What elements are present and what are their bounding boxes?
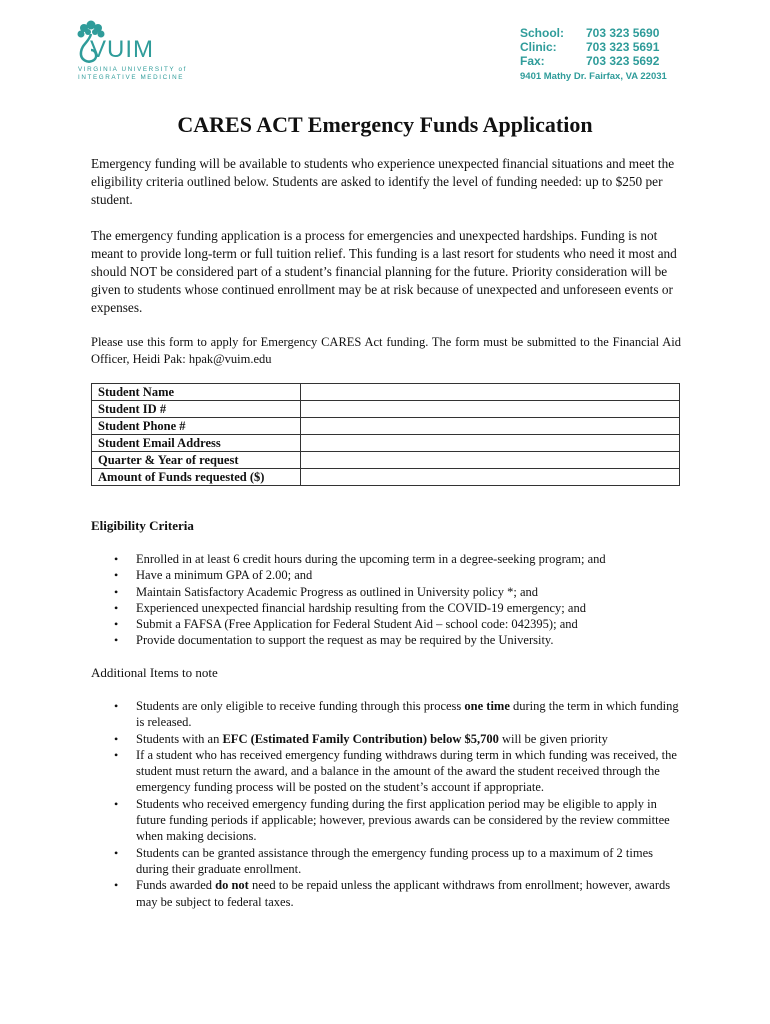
field-input[interactable] — [301, 469, 680, 486]
form-row — [92, 452, 680, 469]
list-item-text: during the term in which funding is released. — [136, 699, 679, 730]
contact-label: School: — [520, 26, 564, 40]
list-item — [91, 600, 681, 616]
list-item — [91, 551, 681, 567]
purpose-paragraph: The emergency funding application is a process for emergencies and unexpected hardships. Funding is not meant to provide long-term or full tuition relief. This funding is a last resort for students who need it most and should NOT be considered part of a student’s financial planning for the future. Priority consideration will be given to students whose continued enrollment may be at risk because of unexpected and unforeseen events or expenses. — [91, 228, 677, 315]
bullet-icon: • — [114, 845, 119, 860]
field-label: Student Email Address — [92, 435, 301, 452]
list-item-text: If a student who has received emergency funding withdraws during term in which funding was received, the student must return the award, and a balance in the amount of the award the student received through the emergency funding process will be posted on the student’s account if appropriate. — [136, 747, 677, 795]
contact-row-school — [520, 26, 667, 40]
logo-wordmark: VUIM — [90, 36, 154, 63]
form-row — [92, 401, 680, 418]
letterhead — [0, 0, 770, 100]
list-item-text: Experienced unexpected financial hardship resulting from the COVID-19 emergency; and — [136, 600, 586, 615]
list-item — [91, 698, 681, 731]
field-label: Quarter & Year of request — [92, 452, 301, 469]
list-item-text: Maintain Satisfactory Academic Progress as outlined in University policy *; and — [136, 584, 539, 599]
field-label: Amount of Funds requested ($) — [92, 469, 301, 486]
contact-value: 703 323 5690 — [586, 26, 660, 40]
field-label: Student ID # — [92, 401, 301, 418]
list-item — [91, 616, 681, 632]
form-row — [92, 418, 680, 435]
contact-value: 703 323 5691 — [586, 40, 660, 54]
list-item-text: Students with an — [136, 731, 223, 746]
list-item-text: Students can be granted assistance through the emergency funding process up to a maximum of 2 times during their graduate enrollment. — [136, 845, 654, 876]
logo-subtitle-1: VIRGINIA UNIVERSITY of — [78, 66, 187, 73]
bullet-icon: • — [114, 878, 119, 893]
list-item-text: Students are only eligible to receive funding through this process — [136, 699, 465, 713]
list-item — [91, 632, 681, 648]
emphasis-text: EFC (Estimated Family Contribution) below $5,700 — [222, 731, 499, 746]
list-item — [91, 584, 681, 600]
list-item — [91, 731, 681, 747]
list-item-text: Students who received emergency funding during the first application period may be eligible to apply in future funding periods if applicable; however, previous awards can be considered by the review committee when making decisions. — [136, 796, 670, 844]
bullet-icon: • — [114, 747, 119, 762]
field-label: Student Name — [92, 384, 301, 401]
field-label: Student Phone # — [92, 418, 301, 435]
bullet-icon: • — [114, 796, 119, 811]
form-row — [92, 435, 680, 452]
logo-subtitle-2: INTEGRATIVE MEDICINE — [78, 74, 185, 81]
emphasis-text: one time — [464, 699, 510, 713]
emphasis-text: do not — [215, 878, 249, 893]
bullet-icon: • — [114, 699, 119, 713]
submission-paragraph: Please use this form to apply for Emergency CARES Act funding. The form must be submitted to the Financial Aid Officer, Heidi Pak: hpak@vuim.edu — [91, 335, 681, 366]
form-row — [92, 384, 680, 401]
bullet-icon: • — [114, 600, 119, 615]
list-item — [91, 877, 681, 910]
address: 9401 Mathy Dr. Fairfax, VA 22031 — [520, 71, 667, 82]
list-item — [91, 845, 681, 878]
field-input[interactable] — [301, 401, 680, 418]
contact-label: Clinic: — [520, 40, 557, 54]
contact-row-fax — [520, 54, 667, 68]
page-title: CARES ACT Emergency Funds Application — [177, 112, 593, 137]
field-input[interactable] — [301, 418, 680, 435]
vuim-logo — [72, 20, 202, 86]
student-info-table — [91, 383, 680, 486]
bullet-icon: • — [114, 633, 119, 648]
list-item-text: Have a minimum GPA of 2.00; and — [136, 568, 313, 583]
field-input[interactable] — [301, 384, 680, 401]
list-item-text: need to be repaid unless the applicant withdraws from enrollment; however, awards may be subject to federal taxes. — [136, 878, 671, 909]
intro-paragraph: Emergency funding will be available to students who experience unexpected financial situations and meet the eligibility criteria outlined below. Students are asked to identify the level of funding needed: up to $250 per student. — [91, 156, 675, 207]
list-item — [91, 747, 681, 796]
contact-value: 703 323 5692 — [586, 54, 660, 68]
contact-row-clinic — [520, 40, 667, 54]
bullet-icon: • — [114, 617, 119, 632]
list-item-text: Funds awarded — [136, 878, 216, 893]
list-item-text: Provide documentation to support the request as may be required by the University. — [136, 633, 554, 648]
additional-title: Additional Items to note — [91, 665, 218, 680]
bullet-icon: • — [114, 731, 119, 746]
form-row — [92, 469, 680, 486]
eligibility-title: Eligibility Criteria — [91, 518, 194, 533]
list-item-text: Submit a FAFSA (Free Application for Federal Student Aid – school code: 042395); and — [136, 617, 578, 632]
list-item — [91, 796, 681, 845]
list-item-text: will be given priority — [498, 731, 608, 746]
field-input[interactable] — [301, 435, 680, 452]
bullet-icon: • — [114, 552, 119, 566]
contact-block — [520, 26, 667, 84]
bullet-icon: • — [114, 568, 119, 583]
eligibility-list — [91, 551, 681, 649]
bullet-icon: • — [114, 584, 119, 599]
list-item-text: Enrolled in at least 6 credit hours during the upcoming term in a degree-seeking program; and — [136, 552, 606, 566]
list-item — [91, 567, 681, 583]
field-input[interactable] — [301, 452, 680, 469]
contact-label: Fax: — [520, 54, 545, 68]
additional-list — [91, 698, 681, 910]
